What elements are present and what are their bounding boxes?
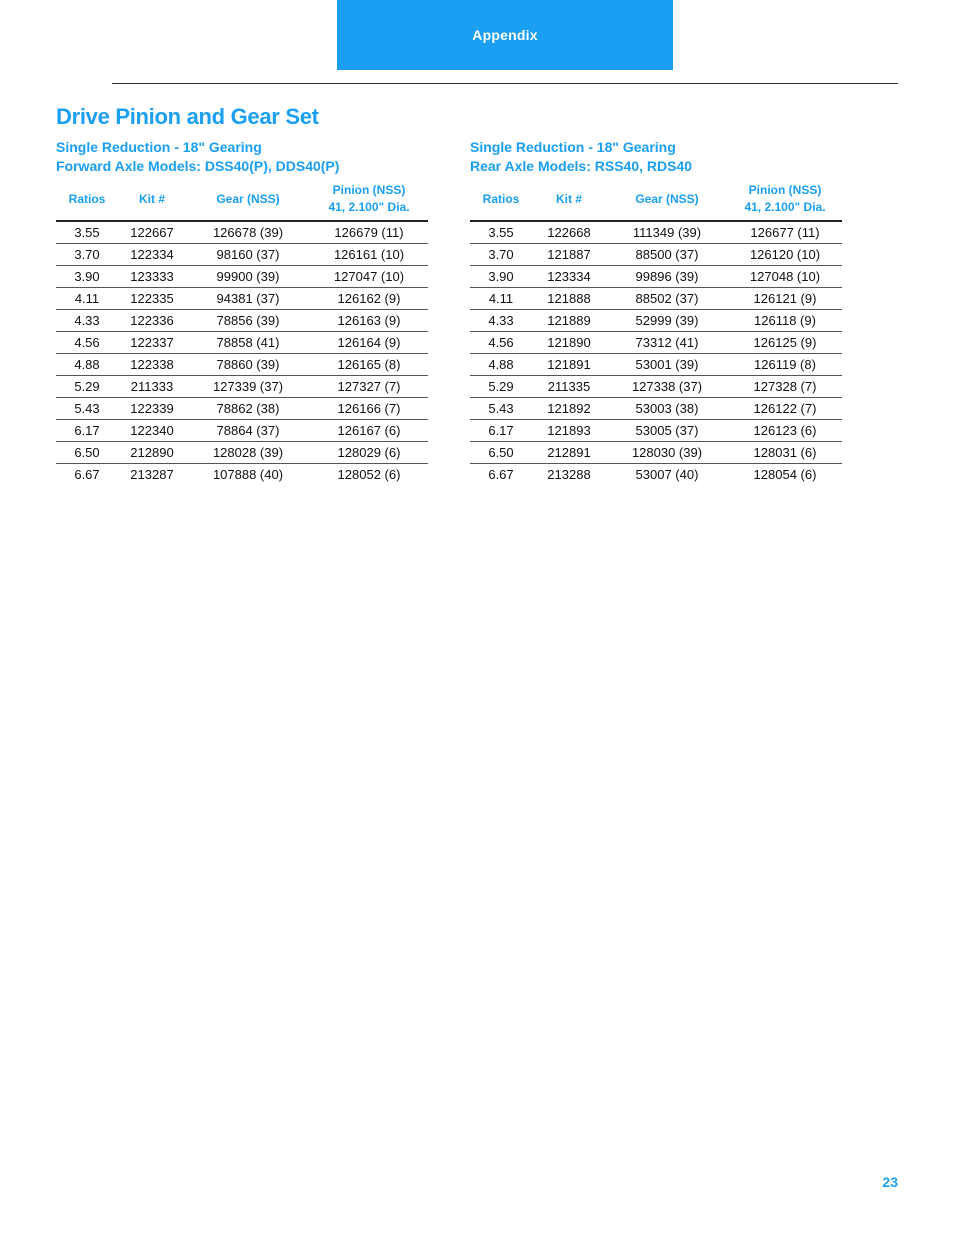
table-row — [470, 354, 842, 376]
gear-cell: 53005 (37) — [606, 420, 728, 442]
table-row — [56, 244, 428, 266]
ratio-cell: 5.29 — [470, 376, 532, 398]
pinion-cell: 126120 (10) — [728, 244, 842, 266]
kit-cell: 122340 — [118, 420, 186, 442]
ratio-cell: 4.33 — [470, 310, 532, 332]
pinion-cell: 128029 (6) — [310, 442, 428, 464]
gear-cell: 78862 (38) — [186, 398, 310, 420]
table-row — [470, 288, 842, 310]
pinion-cell: 126161 (10) — [310, 244, 428, 266]
kit-cell: 123333 — [118, 266, 186, 288]
ratio-cell: 4.56 — [470, 332, 532, 354]
pinion-cell: 126167 (6) — [310, 420, 428, 442]
forward-axle-gear-table — [56, 182, 428, 485]
pinion-cell: 126162 (9) — [310, 288, 428, 310]
kit-cell: 122668 — [532, 221, 606, 244]
kit-cell: 213288 — [547, 467, 591, 482]
gear-cell: 126678 (39) — [186, 221, 310, 244]
pinion-cell: 126121 (9) — [728, 288, 842, 310]
table-row — [56, 442, 428, 464]
column-header-pinion — [728, 182, 842, 221]
table-row — [470, 332, 842, 354]
gear-cell: 78864 (37) — [186, 420, 310, 442]
gear-cell: 53007 (40) — [635, 467, 699, 482]
ratio-cell: 5.43 — [470, 398, 532, 420]
ratio-cell: 6.17 — [470, 420, 532, 442]
gear-cell: 78860 (39) — [186, 354, 310, 376]
table-row — [470, 266, 842, 288]
pinion-cell: 126163 (9) — [310, 310, 428, 332]
column-header-kit: Kit # — [532, 182, 606, 221]
ratio-cell: 4.11 — [56, 288, 118, 310]
gear-cell: 88502 (37) — [606, 288, 728, 310]
ratio-cell: 4.56 — [56, 332, 118, 354]
ratio-cell: 5.43 — [56, 398, 118, 420]
page-number: 23 — [882, 1174, 898, 1190]
pinion-cell: 128054 (6) — [753, 467, 817, 482]
kit-cell: 121888 — [532, 288, 606, 310]
table-body — [470, 221, 842, 485]
gear-cell: 99900 (39) — [186, 266, 310, 288]
gear-cell: 127339 (37) — [186, 376, 310, 398]
ratio-cell: 6.67 — [488, 467, 514, 482]
gear-cell: 94381 (37) — [186, 288, 310, 310]
kit-cell: 122337 — [118, 332, 186, 354]
table-row — [56, 376, 428, 398]
table-row — [56, 398, 428, 420]
section-tab-label: Appendix — [472, 27, 538, 43]
pinion-header-line1: Pinion (NSS) — [332, 183, 406, 197]
column-header-ratios: Ratios — [470, 182, 532, 221]
table-row — [56, 420, 428, 442]
ratio-cell: 6.50 — [470, 442, 532, 464]
kit-cell: 213287 — [130, 467, 174, 482]
ratio-cell: 3.90 — [470, 266, 532, 288]
column-header-pinion — [310, 182, 428, 221]
gear-cell: 128028 (39) — [186, 442, 310, 464]
pinion-cell: 127328 (7) — [728, 376, 842, 398]
ratio-cell: 4.33 — [56, 310, 118, 332]
table-row — [470, 221, 842, 244]
kit-cell: 122339 — [118, 398, 186, 420]
gear-cell: 127338 (37) — [606, 376, 728, 398]
pinion-cell: 126679 (11) — [310, 221, 428, 244]
kit-cell: 121893 — [532, 420, 606, 442]
ratio-cell: 6.17 — [56, 420, 118, 442]
pinion-cell: 126125 (9) — [728, 332, 842, 354]
kit-cell: 121892 — [532, 398, 606, 420]
ratio-cell: 3.55 — [56, 221, 118, 244]
kit-cell: 211335 — [532, 376, 606, 398]
gear-cell: 111349 (39) — [606, 221, 728, 244]
table-row — [470, 376, 842, 398]
kit-cell: 121887 — [532, 244, 606, 266]
table-row — [56, 464, 428, 486]
table-header-row — [56, 182, 428, 221]
table-subhead-gearing: Single Reduction - 18" Gearing — [56, 139, 262, 155]
ratio-cell: 6.67 — [74, 467, 100, 482]
gear-cell: 78856 (39) — [186, 310, 310, 332]
gear-cell: 88500 (37) — [606, 244, 728, 266]
pinion-header-line2: 41, 2.100" Dia. — [328, 200, 410, 214]
kit-cell: 122338 — [118, 354, 186, 376]
table-row — [470, 398, 842, 420]
ratio-cell: 4.88 — [56, 354, 118, 376]
table-row — [470, 442, 842, 464]
pinion-cell: 126677 (11) — [728, 221, 842, 244]
pinion-header-line1: Pinion (NSS) — [748, 183, 822, 197]
gear-cell: 98160 (37) — [186, 244, 310, 266]
table-row — [56, 221, 428, 244]
ratio-cell: 4.88 — [470, 354, 532, 376]
table-row — [470, 244, 842, 266]
ratio-cell: 3.70 — [56, 244, 118, 266]
gear-cell: 107888 (40) — [212, 467, 284, 482]
gear-cell: 53003 (38) — [606, 398, 728, 420]
gear-cell: 78858 (41) — [186, 332, 310, 354]
pinion-cell: 126123 (6) — [728, 420, 842, 442]
table-subhead-models: Rear Axle Models: RSS40, RDS40 — [470, 158, 693, 174]
pinion-cell: 128052 (6) — [337, 467, 401, 482]
gear-cell: 73312 (41) — [606, 332, 728, 354]
header-divider — [112, 83, 898, 84]
column-header-ratios: Ratios — [56, 182, 118, 221]
column-header-kit: Kit # — [118, 182, 186, 221]
ratio-cell: 6.50 — [56, 442, 118, 464]
kit-cell: 121889 — [532, 310, 606, 332]
table-subhead-gearing: Single Reduction - 18" Gearing — [470, 139, 676, 155]
rear-axle-gear-table — [470, 182, 842, 485]
table-header-row — [470, 182, 842, 221]
kit-cell: 123334 — [532, 266, 606, 288]
table-row — [470, 464, 842, 486]
pinion-cell: 127327 (7) — [310, 376, 428, 398]
column-header-gear: Gear (NSS) — [606, 182, 728, 221]
pinion-cell: 126119 (8) — [728, 354, 842, 376]
kit-cell: 212891 — [532, 442, 606, 464]
kit-cell: 212890 — [118, 442, 186, 464]
pinion-header-line2: 41, 2.100" Dia. — [744, 200, 826, 214]
gear-cell: 53001 (39) — [606, 354, 728, 376]
table-body — [56, 221, 428, 485]
kit-cell: 122335 — [118, 288, 186, 310]
gear-cell: 128030 (39) — [606, 442, 728, 464]
kit-cell: 121890 — [532, 332, 606, 354]
ratio-cell: 5.29 — [56, 376, 118, 398]
pinion-cell: 126164 (9) — [310, 332, 428, 354]
table-row — [470, 310, 842, 332]
pinion-cell: 126122 (7) — [728, 398, 842, 420]
page-title: Drive Pinion and Gear Set — [56, 104, 319, 129]
pinion-cell: 126166 (7) — [310, 398, 428, 420]
column-header-gear: Gear (NSS) — [186, 182, 310, 221]
gear-cell: 99896 (39) — [606, 266, 728, 288]
ratio-cell: 3.70 — [470, 244, 532, 266]
pinion-cell: 127047 (10) — [310, 266, 428, 288]
forward-axle-table-block — [56, 138, 428, 485]
section-tab[interactable] — [337, 0, 673, 70]
kit-cell: 122334 — [118, 244, 186, 266]
ratio-cell: 3.55 — [470, 221, 532, 244]
pinion-cell: 126118 (9) — [728, 310, 842, 332]
rear-axle-table-block — [470, 138, 842, 485]
pinion-cell: 126165 (8) — [310, 354, 428, 376]
table-subhead-models: Forward Axle Models: DSS40(P), DDS40(P) — [56, 158, 340, 174]
kit-cell: 122667 — [118, 221, 186, 244]
table-row — [56, 332, 428, 354]
table-row — [470, 420, 842, 442]
ratio-cell: 4.11 — [470, 288, 532, 310]
pinion-cell: 127048 (10) — [728, 266, 842, 288]
pinion-cell: 128031 (6) — [728, 442, 842, 464]
table-row — [56, 266, 428, 288]
ratio-cell: 3.90 — [56, 266, 118, 288]
table-row — [56, 354, 428, 376]
kit-cell: 122336 — [118, 310, 186, 332]
kit-cell: 121891 — [532, 354, 606, 376]
kit-cell: 211333 — [118, 376, 186, 398]
table-row — [56, 288, 428, 310]
gear-cell: 52999 (39) — [606, 310, 728, 332]
table-row — [56, 310, 428, 332]
